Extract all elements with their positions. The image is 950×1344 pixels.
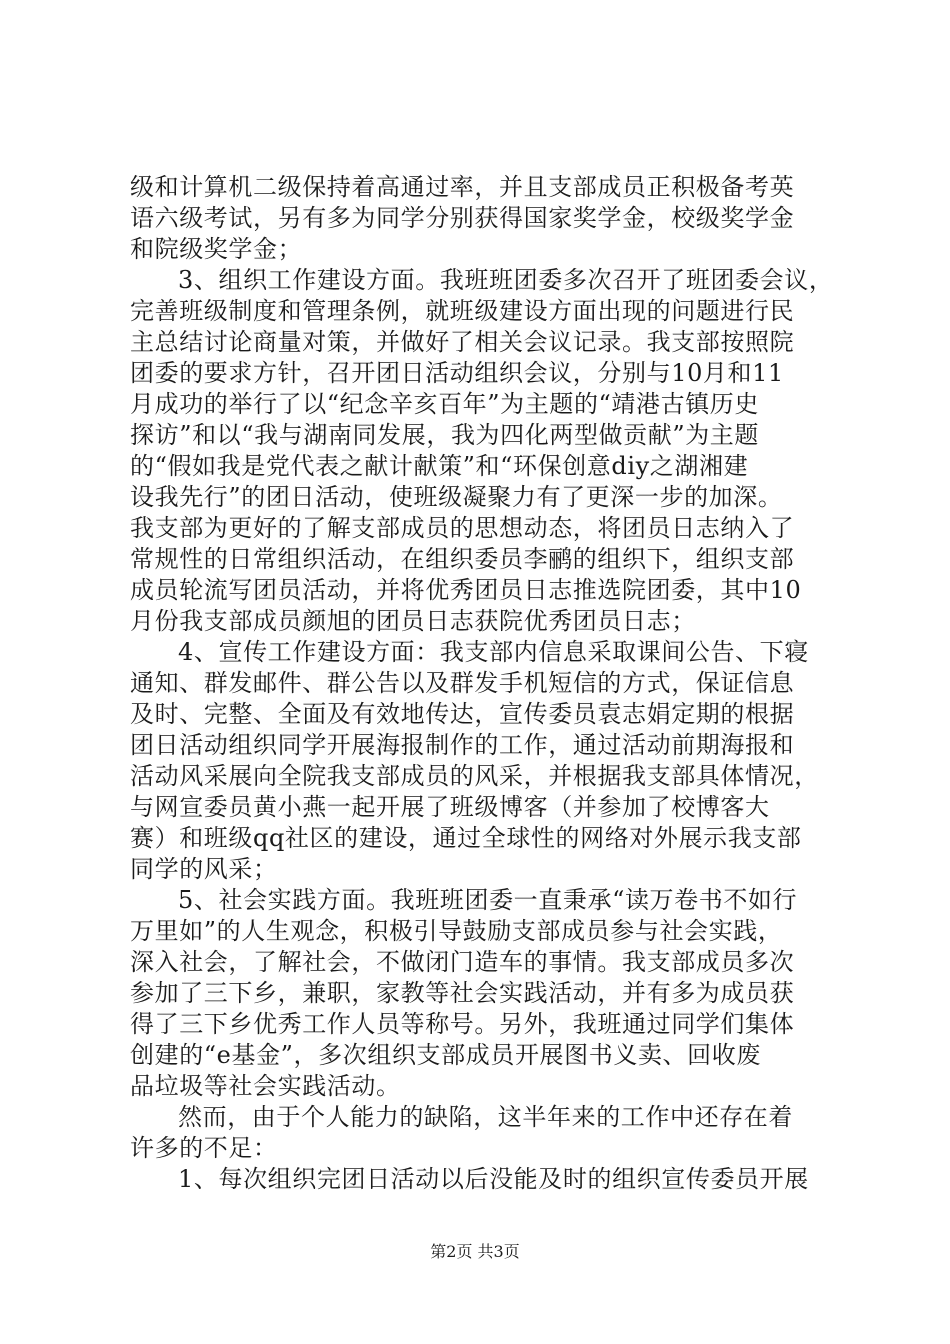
text-line: 创建的“e基金”，多次组织支部成员开展图书义卖、回收废 (130, 1041, 761, 1069)
text-line: 同学的风采； (130, 855, 278, 883)
text-line: 常规性的日常组织活动，在组织委员李鹂的组织下，组织支部 (130, 545, 795, 573)
text-line: 5、社会实践方面。我班班团委一直秉承“读万卷书不如行 (178, 886, 798, 914)
text-line: 许多的不足： (130, 1134, 278, 1162)
text-line: 赛）和班级qq社区的建设，通过全球性的网络对外展示我支部 (130, 824, 802, 852)
text-line: 的“假如我是党代表之献计献策”和“环保创意diy之湖湘建 (130, 452, 749, 480)
text-line: 与网宣委员黄小燕一起开展了班级博客（并参加了校博客大 (130, 793, 770, 821)
document-body (130, 172, 834, 1195)
page-number-label: 第2页 共3页 (430, 1242, 520, 1261)
text-line: 我支部为更好的了解支部成员的思想动态，将团员日志纳入了 (130, 514, 795, 542)
text-line: 深入社会，了解社会，不做闭门造车的事情。我支部成员多次 (130, 948, 795, 976)
text-line: 参加了三下乡，兼职，家教等社会实践活动，并有多为成员获 (130, 979, 795, 1007)
text-line: 品垃圾等社会实践活动。 (130, 1072, 401, 1100)
text-line: 月份我支部成员颜旭的团员日志获院优秀团员日志； (130, 607, 696, 635)
text-line: 万里如”的人生观念，积极引导鼓励支部成员参与社会实践， (130, 917, 783, 945)
text-line: 团日活动组织同学开展海报制作的工作，通过活动前期海报和 (130, 731, 795, 759)
page-footer (0, 1242, 950, 1262)
text-line: 然而，由于个人能力的缺陷，这半年来的工作中还存在着 (178, 1103, 793, 1131)
text-line: 语六级考试，另有多为同学分别获得国家奖学金，校级奖学金 (130, 204, 795, 232)
text-line: 3、组织工作建设方面。我班班团委多次召开了班团委会议， (178, 266, 834, 294)
text-line: 团委的要求方针，召开团日活动组织会议，分别与10月和11 (130, 359, 784, 387)
text-line: 完善班级制度和管理条例，就班级建设方面出现的问题进行民 (130, 297, 795, 325)
text-line: 级和计算机二级保持着高通过率，并且支部成员正积极备考英 (130, 173, 795, 201)
text-line: 和院级奖学金； (130, 235, 303, 263)
text-line: 探访”和以“我与湖南同发展，我为四化两型做贡献”为主题 (130, 421, 760, 449)
text-line: 通知、群发邮件、群公告以及群发手机短信的方式，保证信息 (130, 669, 795, 697)
text-line: 活动风采展向全院我支部成员的风采，并根据我支部具体情况， (130, 762, 819, 790)
text-line: 成员轮流写团员活动，并将优秀团员日志推选院团委，其中10 (130, 576, 802, 604)
text-line: 月成功的举行了以“纪念辛亥百年”为主题的“靖港古镇历史 (130, 390, 760, 418)
text-line: 及时、完整、全面及有效地传达，宣传委员袁志娟定期的根据 (130, 700, 795, 728)
text-line: 1、每次组织完团日活动以后没能及时的组织宣传委员开展 (178, 1165, 809, 1193)
text-line: 4、宣传工作建设方面：我支部内信息采取课间公告、下寝 (178, 638, 809, 666)
text-line: 主总结讨论商量对策，并做好了相关会议记录。我支部按照院 (130, 328, 795, 356)
text-line: 设我先行”的团日活动，使班级凝聚力有了更深一步的加深。 (130, 483, 783, 511)
text-line: 得了三下乡优秀工作人员等称号。另外，我班通过同学们集体 (130, 1010, 795, 1038)
